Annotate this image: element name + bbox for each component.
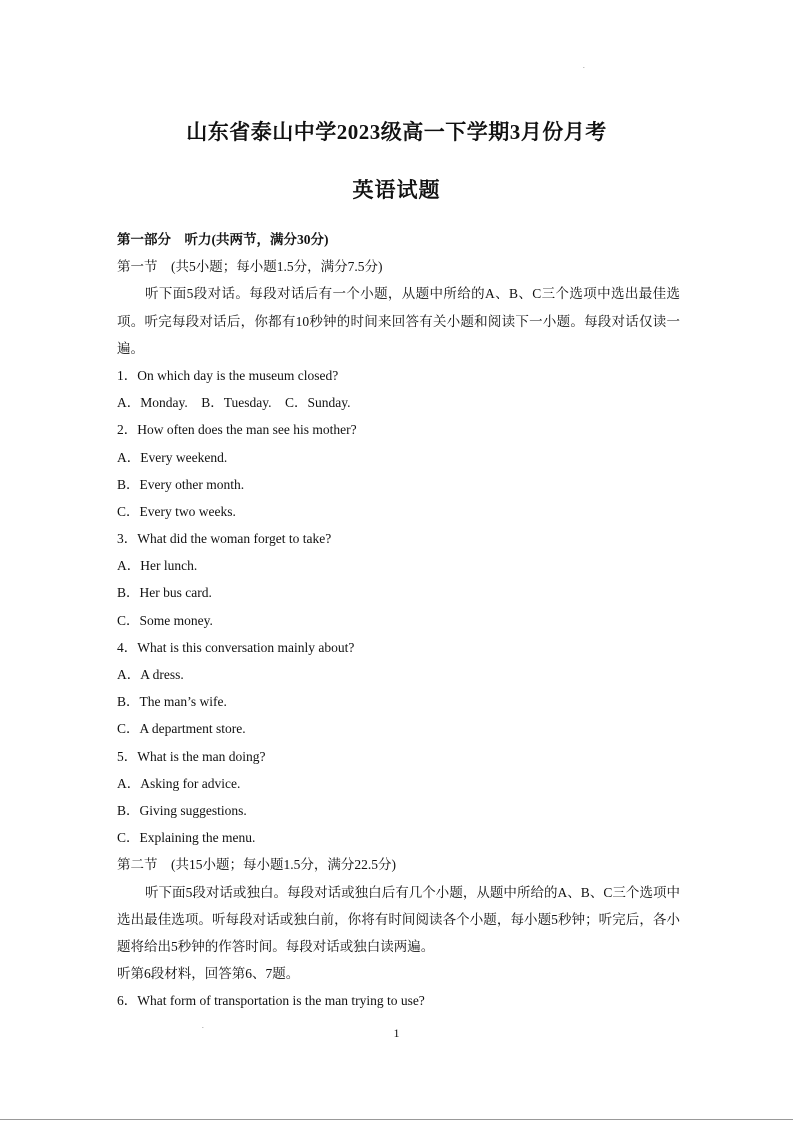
page-bottom-rule (0, 1119, 793, 1120)
question-1-stem: 1．On which day is the museum closed? (117, 367, 339, 383)
scan-mark-top: . (583, 62, 585, 70)
question-5-option-c: C．Explaining the menu. (117, 830, 256, 846)
section2-instructions: 听下面5段对话或独白。每段对话或独白后有几个小题，从题中所给的A、B、C三个选项中选出最佳选项。听每段对话或独白前，你将有时间阅读各个小题，每小题5秒钟；听完后，各小题将给出5秒钟的作答时间。每段对话或独白读两遍。 (117, 884, 680, 954)
question-2-option-b: B．Every other month. (117, 476, 245, 492)
question-3-option-c: C．Some money. (117, 612, 213, 628)
question-3-option-a: A．Her lunch. (117, 558, 198, 574)
exam-subtitle: 英语试题 (352, 178, 441, 202)
section2-heading: 第二节 (共15小题；每小题1.5分，满分22.5分) (117, 857, 396, 873)
page-number: 1 (393, 1026, 400, 1040)
material-6-note: 听第6段材料，回答第6、7题。 (117, 966, 300, 982)
question-2-stem: 2．How often does the man see his mother? (117, 422, 357, 438)
question-4-stem: 4．What is this conversation mainly about? (117, 639, 355, 655)
question-2-option-c: C．Every two weeks. (117, 503, 236, 519)
question-2-option-a: A．Every weekend. (117, 449, 228, 465)
part1-heading: 第一部分 听力(共两节，满分30分) (117, 232, 329, 247)
question-5-option-b: B．Giving suggestions. (117, 802, 247, 818)
question-5-option-a: A．Asking for advice. (117, 775, 241, 791)
question-3-stem: 3．What did the woman forget to take? (117, 531, 332, 547)
scan-mark-bottom: . (202, 1022, 204, 1030)
exam-title: 山东省泰山中学2023级高一下学期3月份月考 (186, 120, 607, 144)
question-4-option-a: A．A dress. (117, 667, 184, 683)
section1-instructions: 听下面5段对话。每段对话后有一个小题，从题中所给的A、B、C三个选项中选出最佳选项。听完每段对话后，你都有10秒钟的时间来回答有关小题和阅读下一小题。每段对话仅读一遍。 (117, 286, 680, 356)
question-6-stem: 6．What form of transportation is the man trying to use? (117, 993, 425, 1009)
section1-heading: 第一节 (共5小题；每小题1.5分，满分7.5分) (117, 259, 383, 275)
exam-content (117, 226, 680, 1015)
question-4-option-c: C．A department store. (117, 721, 246, 737)
question-1-options: A．Monday. B．Tuesday. C．Sunday. (117, 395, 351, 411)
question-3-option-b: B．Her bus card. (117, 585, 212, 601)
question-5-stem: 5．What is the man doing? (117, 748, 266, 764)
question-4-option-b: B．The man’s wife. (117, 694, 227, 710)
